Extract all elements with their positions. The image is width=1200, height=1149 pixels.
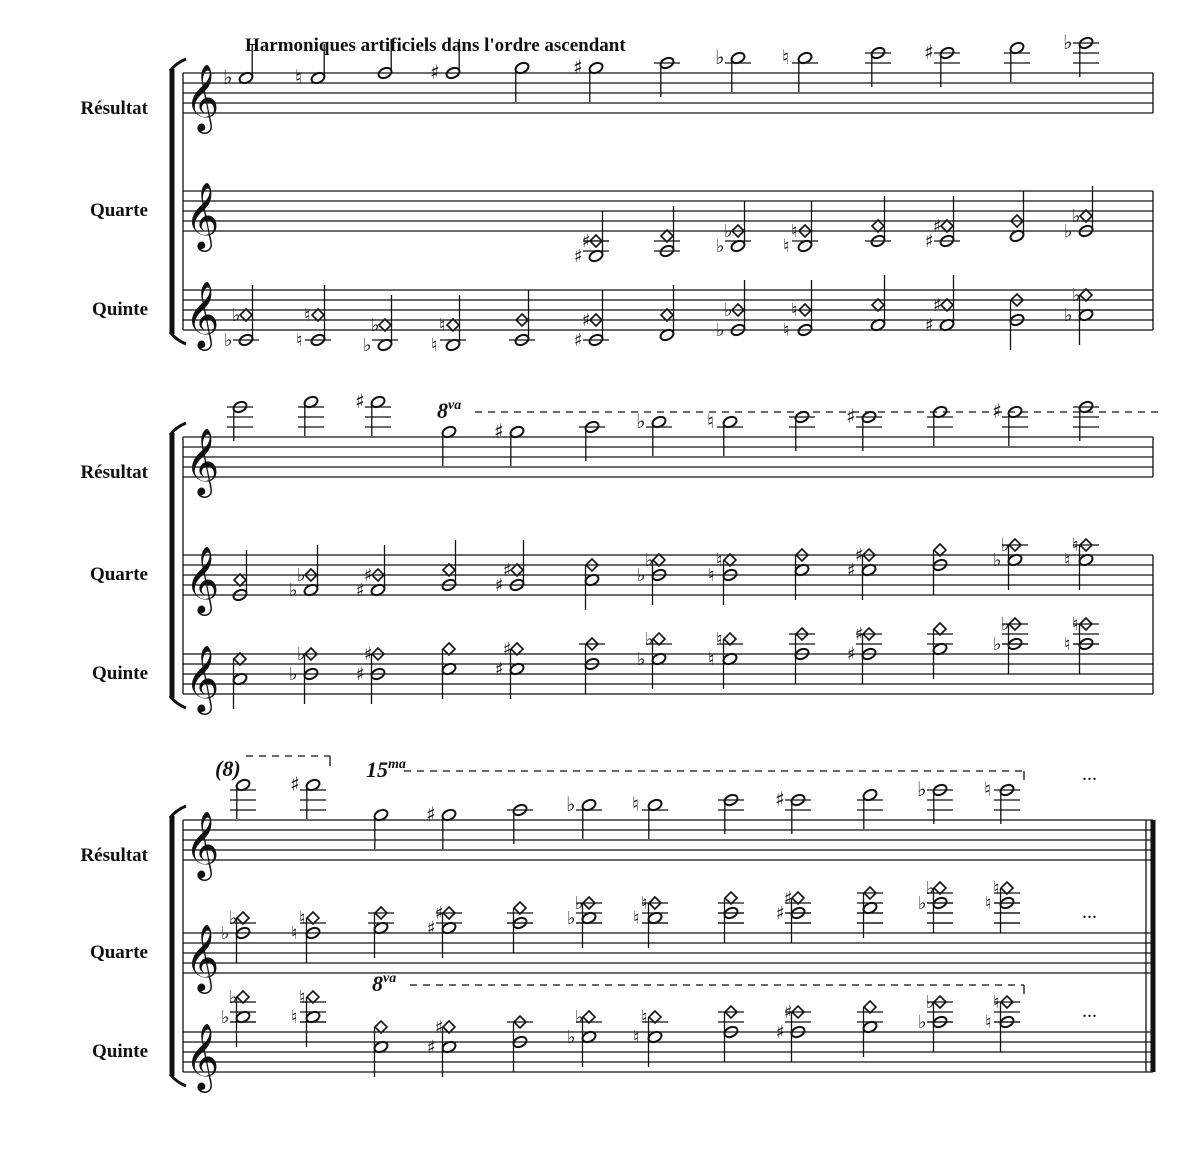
accidental-icon: ♯ [855,545,864,566]
harmonic-diamond-icon [583,1011,595,1023]
staff-label-quarte: Quarte [89,942,148,963]
accidental-icon: ♯ [776,1022,785,1043]
accidental-icon: ♭ [567,908,576,929]
accidental-icon: ♯ [846,404,856,428]
accidental-icon: ♯ [435,903,444,924]
harmonic-diamond-icon [511,564,523,576]
accidental-icon: ♮ [296,330,303,351]
harmonic-diamond-icon [234,653,246,665]
accidental-icon: ♭ [229,908,238,929]
accidental-icon: ♯ [784,1002,793,1023]
accidental-icon: ♭ [716,320,725,341]
accidental-icon: ♮ [708,565,715,586]
accidental-icon: ♮ [708,649,715,670]
accidental-icon: ♯ [495,659,504,680]
accidental-icon: ♭ [1072,206,1081,227]
accidental-icon: ♭ [221,1007,230,1028]
treble-clef-icon: 𝄞 [185,181,220,249]
accidental-icon: ♭ [221,923,230,944]
harmonic-diamond-icon [792,892,804,904]
staff-label-resultat: Résultat [80,845,148,866]
treble-clef-icon: 𝄞 [185,545,220,613]
harmonic-diamond-icon [375,1021,387,1033]
accidental-icon: ♯ [427,1037,436,1058]
ottava-sign-8va: $8^{va}$ [437,398,462,423]
accidental-icon: ♭ [637,649,646,670]
accidental-icon: ♭ [917,777,927,801]
accidental-icon: ♭ [567,1027,576,1048]
accidental-icon: ♯ [784,888,793,909]
accidental-icon: ♮ [993,878,1000,899]
accidental-icon: ♭ [637,565,646,586]
staff-label-quinte: Quinte [92,663,148,684]
accidental-icon: ♯ [933,216,942,237]
accidental-icon: ♭ [926,878,935,899]
bracket-hook [170,806,186,818]
continuation-ellipsis: ... [1082,1000,1097,1022]
accidental-icon: ♭ [716,236,725,257]
bracket-hook [170,1074,186,1086]
harmonic-diamond-icon [447,319,459,331]
accidental-icon: ♮ [716,550,723,571]
harmonic-diamond-icon [724,554,736,566]
harmonic-diamond-icon [725,892,737,904]
accidental-icon: ♯ [364,644,373,665]
harmonic-diamond-icon [511,643,523,655]
accidental-icon: ♯ [933,295,942,316]
accidental-icon: ♭ [715,45,725,69]
accidental-icon: ♭ [636,409,646,433]
system-1 [80,59,1153,351]
accidental-icon: ♯ [356,664,365,685]
treble-clef-icon: 𝄞 [185,1022,220,1090]
accidental-icon: ♯ [355,389,365,413]
accidental-icon: ♯ [435,1017,444,1038]
continuation-ellipsis: ... [1082,901,1097,923]
accidental-icon: ♭ [229,987,238,1008]
continuation-ellipsis: ... [1082,763,1097,785]
bracket-hook [170,423,186,435]
accidental-icon: ♮ [299,908,306,929]
accidental-icon: ♯ [503,639,512,660]
harmonic-diamond-icon [1080,210,1092,222]
treble-clef-icon: 𝄞 [185,280,220,348]
accidental-icon: ♭ [575,893,584,914]
harmonic-diamond-icon [872,220,884,232]
accidental-icon: ♮ [641,1007,648,1028]
staff-label-quinte: Quinte [92,299,148,320]
accidental-icon: ♭ [223,65,233,89]
harmonic-diamond-icon [649,1011,661,1023]
accidental-icon: ♮ [993,992,1000,1013]
accidental-icon: ♯ [494,419,504,443]
accidental-icon: ♯ [356,580,365,601]
staff-label-resultat: Résultat [80,98,148,119]
accidental-icon: ♯ [925,315,934,336]
accidental-icon: ♭ [1063,30,1073,54]
ottava-sign-8-paren: (8) [215,756,241,781]
accidental-icon: ♮ [1064,634,1071,655]
accidental-icon: ♭ [297,644,306,665]
accidental-icon: ♭ [993,634,1002,655]
accidental-icon: ♯ [430,60,440,84]
harmonic-diamond-icon [934,623,946,635]
accidental-icon: ♯ [426,802,436,826]
ottava-sign-15ma: $15^{ma}$ [366,757,406,782]
accidental-icon: ♭ [363,335,372,356]
accidental-icon: ♭ [1064,305,1073,326]
accidental-icon: ♮ [791,221,798,242]
harmonic-diamond-icon [661,309,673,321]
accidental-icon: ♮ [633,908,640,929]
accidental-icon: ♮ [1072,535,1079,556]
ottava-sign-8va-quinte: $8^{va}$ [372,971,397,996]
accidental-icon: ♮ [291,923,298,944]
accidental-icon: ♯ [574,330,583,351]
accidental-icon: ♮ [641,893,648,914]
harmonic-diamond-icon [934,882,946,894]
harmonic-diamond-icon [934,544,946,556]
accidental-icon: ♭ [1001,614,1010,635]
accidental-icon: ♭ [1072,285,1081,306]
accidental-icon: ♮ [1064,550,1071,571]
harmonic-diamond-icon [240,309,252,321]
accidental-icon: ♭ [1001,535,1010,556]
accidental-icon: ♭ [371,315,380,336]
accidental-icon: ♭ [724,221,733,242]
accidental-icon: ♯ [495,575,504,596]
harmonic-diamond-icon [724,633,736,645]
harmonic-diamond-icon [653,633,665,645]
accidental-icon: ♮ [716,629,723,650]
score-title: Harmoniques artificiels dans l'ordre ascendant [245,35,626,56]
accidental-icon: ♯ [503,560,512,581]
treble-clef-icon: 𝄞 [185,63,220,131]
accidental-icon: ♮ [782,45,790,69]
accidental-icon: ♭ [926,992,935,1013]
accidental-icon: ♯ [290,772,300,796]
accidental-icon: ♮ [632,792,640,816]
harmonic-diamond-icon [237,912,249,924]
accidental-icon: ♯ [992,399,1002,423]
accidental-icon: ♯ [427,918,436,939]
harmonic-diamond-icon [864,1001,876,1013]
accidental-icon: ♭ [224,330,233,351]
harmonic-diamond-icon [514,902,526,914]
accidental-icon: ♭ [918,893,927,914]
accidental-icon: ♭ [297,565,306,586]
accidental-icon: ♯ [924,40,934,64]
harmonic-diamond-icon [1001,882,1013,894]
ottava-suffix: ma [388,757,406,772]
accidental-icon: ♯ [364,565,373,586]
accidental-icon: ♮ [304,305,311,326]
accidental-icon: ♭ [724,300,733,321]
accidental-icon: ♭ [918,1012,927,1033]
accidental-icon: ♮ [291,1007,298,1028]
accidental-icon: ♮ [984,777,992,801]
accidental-icon: ♯ [775,787,785,811]
harmonic-diamond-icon [379,319,391,331]
treble-clef-icon: 𝄞 [185,923,220,991]
harmonic-diamond-icon [237,991,249,1003]
staff-label-quinte: Quinte [92,1041,148,1062]
accidental-icon: ♮ [791,300,798,321]
harmonic-diamond-icon [307,912,319,924]
harmonic-diamond-icon [653,554,665,566]
accidental-icon: ♮ [783,320,790,341]
staff-label-quarte: Quarte [89,200,148,221]
accidental-icon: ♯ [925,231,934,252]
treble-clef-icon: 𝄞 [185,427,220,495]
accidental-icon: ♭ [993,550,1002,571]
accidental-icon: ♯ [573,55,583,79]
bracket-hook [170,332,186,344]
accidental-icon: ♮ [633,1027,640,1048]
accidental-icon: ♯ [847,560,856,581]
accidental-icon: ♮ [707,409,715,433]
accidental-icon: ♮ [299,987,306,1008]
accidental-icon: ♮ [985,893,992,914]
ottava-suffix: va [383,971,397,986]
harmonic-diamond-icon [941,220,953,232]
accidental-icon: ♭ [645,550,654,571]
accidental-icon: ♯ [855,624,864,645]
accidental-icon: ♭ [575,1007,584,1028]
bracket-hook [170,696,186,708]
accidental-icon: ♯ [574,246,583,267]
staff-label-resultat: Résultat [80,462,148,483]
accidental-icon: ♭ [1064,221,1073,242]
accidental-icon: ♮ [783,236,790,257]
accidental-icon: ♮ [439,315,446,336]
harmonic-diamond-icon [312,309,324,321]
accidental-icon: ♯ [847,644,856,665]
harmonic-diamond-icon [872,299,884,311]
treble-clef-icon: 𝄞 [185,810,220,878]
ottava-suffix: va [448,398,462,413]
accidental-icon: ♮ [295,65,303,89]
accidental-icon: ♭ [232,305,241,326]
accidental-icon: ♮ [985,1012,992,1033]
accidental-icon: ♮ [431,335,438,356]
accidental-icon: ♮ [1072,614,1079,635]
accidental-icon: ♯ [582,310,591,331]
harmonic-diamond-icon [443,643,455,655]
accidental-icon: ♯ [582,231,591,252]
harmonic-diamond-icon [234,574,246,586]
harmonic-diamond-icon [443,564,455,576]
accidental-icon: ♭ [645,629,654,650]
harmonic-diamond-icon [307,991,319,1003]
system-1-notes [223,30,1099,356]
accidental-icon: ♯ [776,903,785,924]
accidental-icon: ♭ [566,792,576,816]
harmonic-diamond-icon [661,230,673,242]
harmonic-diamond-icon [941,299,953,311]
harmonic-diamond-icon [443,1021,455,1033]
accidental-icon: ♭ [289,580,298,601]
treble-clef-icon: 𝄞 [185,644,220,712]
system-3 [80,806,1153,1093]
bracket-hook [170,59,186,71]
accidental-icon: ♭ [289,664,298,685]
harmonic-diamond-icon [1080,289,1092,301]
systems-layer [80,30,1158,1093]
staff-label-quarte: Quarte [89,564,148,585]
system-3-notes [215,756,1153,1077]
